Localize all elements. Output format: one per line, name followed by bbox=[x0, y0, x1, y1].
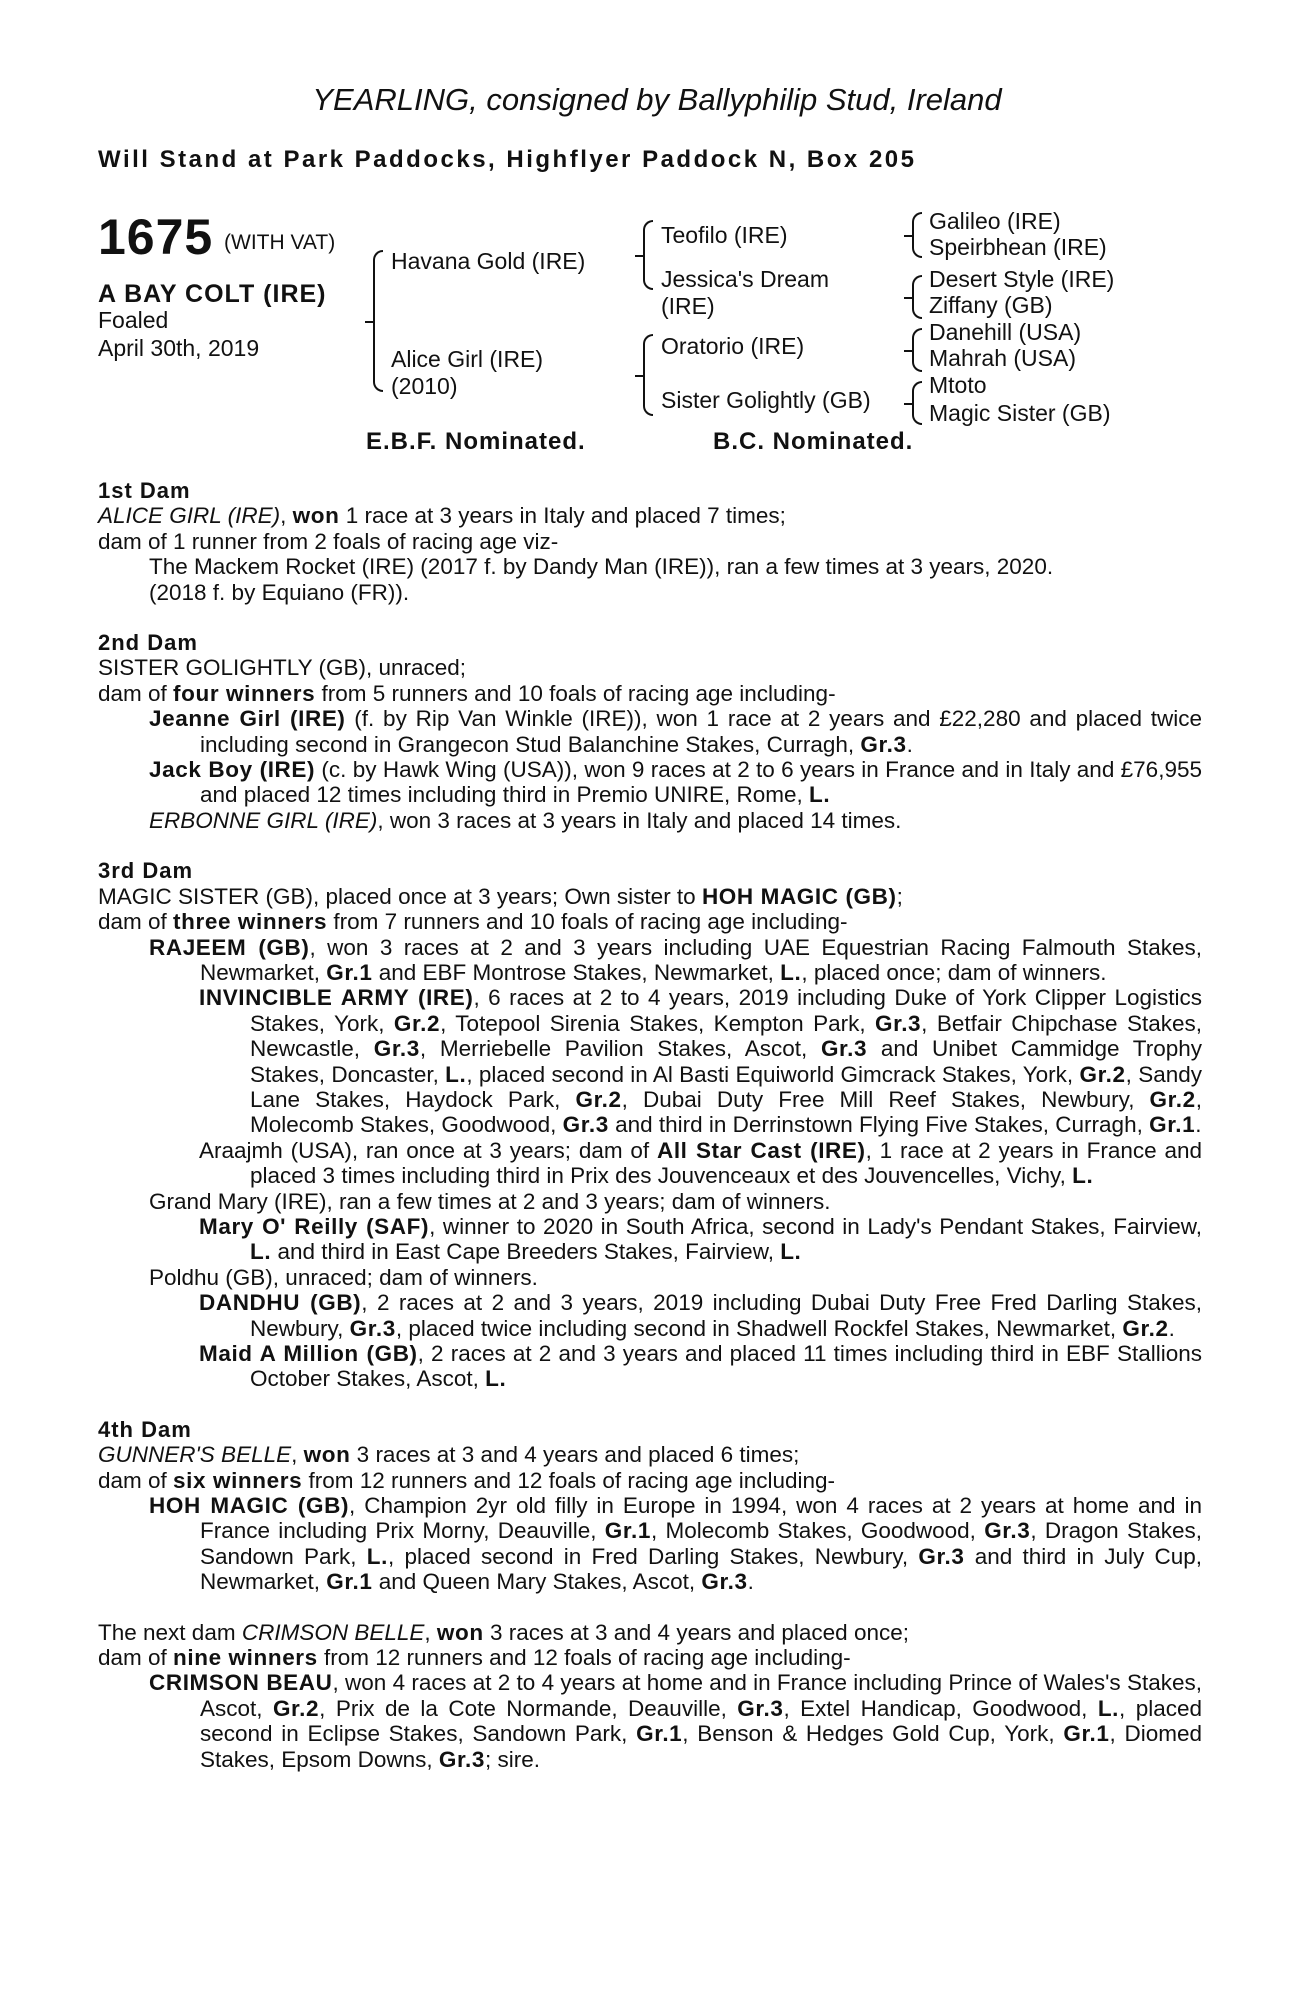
next-dam-produce: dam of nine winners from 12 runners and 12 foals of racing age including- bbox=[98, 1645, 851, 1671]
lot-number: 1675 bbox=[98, 209, 214, 265]
pedigree-brace-dam bbox=[643, 334, 653, 416]
produce-entry: CRIMSON BEAU, won 4 races at 2 to 4 years at home and in France including Prince of Wales's Stakes, Ascot, Gr.2, Prix de la Cote Normande, Deauville, Gr.3, Extel Handicap, Goodwood, L., placed second in Eclipse Stakes, Sandown Park, Gr.1, Benson & Hedges Gold Cup, York, Gr.1, Diomed Stakes, Epsom Downs, Gr.3; sire. bbox=[149, 1670, 1203, 1772]
lot-description: A BAY COLT (IRE) bbox=[98, 280, 327, 308]
produce-entry: Mary O' Reilly (SAF), winner to 2020 in South Africa, second in Lady's Pendant Stakes, Fairview, L. and third in East Cape Breeders Stakes, Fairview, L. bbox=[199, 1213, 1202, 1265]
pedigree-gg3: Desert Style (IRE) bbox=[929, 266, 1115, 292]
pedigree-brace-g2 bbox=[912, 275, 922, 319]
next-dam-summary: The next dam CRIMSON BELLE, won 3 races at 3 and 4 years and placed once; bbox=[98, 1619, 909, 1645]
second-dam-summary: SISTER GOLIGHTLY (GB), unraced; bbox=[98, 655, 467, 681]
pedigree-gg1: Galileo (IRE) bbox=[929, 208, 1061, 234]
pedigree-dam-dam: Sister Golightly (GB) bbox=[661, 387, 871, 413]
pedigree-dam bbox=[391, 346, 543, 400]
first-dam-section bbox=[98, 478, 1202, 605]
second-dam-section bbox=[98, 630, 1202, 833]
second-dam-produce: dam of four winners from 5 runners and 10 foals of racing age including- bbox=[98, 680, 836, 706]
pedigree-brace-g1 bbox=[912, 212, 922, 258]
third-dam-title: 3rd Dam bbox=[98, 858, 194, 884]
pedigree-sire: Havana Gold (IRE) bbox=[391, 248, 586, 274]
catalogue-text bbox=[98, 478, 1202, 1797]
produce-entry: Grand Mary (IRE), ran a few times at 2 and 3 years; dam of winners. bbox=[149, 1188, 831, 1214]
pedigree-gg6: Mahrah (USA) bbox=[929, 345, 1076, 371]
first-dam-title: 1st Dam bbox=[98, 478, 191, 503]
pedigree-dam-name: Alice Girl (IRE) bbox=[391, 346, 544, 372]
fourth-dam-section bbox=[98, 1417, 1202, 1595]
pedigree-gg7: Mtoto bbox=[929, 372, 987, 398]
third-dam-section bbox=[98, 858, 1202, 1392]
pedigree-brace-g3 bbox=[912, 328, 922, 372]
produce-entry: Araajmh (USA), ran once at 3 years; dam of All Star Cast (IRE), 1 race at 2 years in France and placed 3 times including third in Prix des Jouvenceaux et des Jouvencelles, Vichy, L. bbox=[199, 1137, 1203, 1189]
pedigree-brace-g4 bbox=[912, 381, 922, 425]
foaled-date: April 30th, 2019 bbox=[98, 335, 260, 361]
pedigree-dam-year: (2010) bbox=[391, 373, 458, 399]
first-dam-produce: dam of 1 runner from 2 foals of racing age viz- bbox=[98, 528, 559, 554]
third-dam-produce: dam of three winners from 7 runners and 10 foals of racing age including- bbox=[98, 909, 848, 935]
produce-entry: DANDHU (GB), 2 races at 2 and 3 years, 2019 including Dubai Duty Free Fred Darling Stakes, Newbury, Gr.3, placed twice including second in Shadwell Rockfel Stakes, Newmarket, Gr.2. bbox=[199, 1290, 1202, 1341]
pedigree-sire-dam-name: Jessica's Dream bbox=[661, 266, 829, 292]
produce-entry: ERBONNE GIRL (IRE), won 3 races at 3 years in Italy and placed 14 times. bbox=[149, 807, 902, 833]
first-dam-name: ALICE GIRL (IRE) bbox=[98, 503, 281, 529]
produce-entry: RAJEEM (GB), won 3 races at 2 and 3 years including UAE Equestrian Racing Falmouth Stakes, Newmarket, Gr.1 and EBF Montrose Stakes, Newmarket, L., placed once; dam of winners. bbox=[149, 934, 1203, 985]
ebf-nomination: E.B.F. Nominated. bbox=[366, 428, 586, 455]
pedigree-sire-dam-country: (IRE) bbox=[661, 293, 715, 319]
produce-entry: HOH MAGIC (GB), Champion 2yr old filly in Europe in 1994, won 4 races at 2 years at home and in France including Prix Morny, Deauville, Gr.1, Molecomb Stakes, Goodwood, Gr.3, Dragon Stakes, Sandown Park, L., placed second in Fred Darling Stakes, Newbury, Gr.3 and third in July Cup, Newmarket, Gr.1 and Queen Mary Stakes, Ascot, Gr.3. bbox=[149, 1493, 1203, 1595]
produce-entry: Jack Boy (IRE) (c. by Hawk Wing (USA)), won 9 races at 2 to 6 years in France and in Italy and £76,955 and placed 12 times including third in Premio UNIRE, Rome, L. bbox=[149, 757, 1202, 808]
fourth-dam-summary: GUNNER'S BELLE, won 3 races at 3 and 4 years and placed 6 times; bbox=[98, 1442, 800, 1468]
foaled-label: Foaled bbox=[98, 307, 169, 333]
pedigree-brace-main bbox=[373, 250, 383, 392]
pedigree-brace-sire bbox=[643, 220, 653, 290]
produce-entry: The Mackem Rocket (IRE) (2017 f. by Dandy Man (IRE)), ran a few times at 3 years, 2020. bbox=[149, 554, 1054, 580]
pedigree-gg2: Speirbhean (IRE) bbox=[929, 234, 1107, 260]
second-dam-title: 2nd Dam bbox=[98, 630, 198, 656]
next-dam-section bbox=[98, 1620, 1202, 1772]
produce-entry: Poldhu (GB), unraced; dam of winners. bbox=[149, 1264, 538, 1290]
fourth-dam-produce: dam of six winners from 12 runners and 12 foals of racing age including- bbox=[98, 1467, 836, 1493]
foaled-info bbox=[98, 306, 259, 362]
produce-entry: Maid A Million (GB), 2 races at 2 and 3 years and placed 11 times including third in EBF Stallions October Stakes, Ascot, L. bbox=[199, 1341, 1202, 1392]
fourth-dam-title: 4th Dam bbox=[98, 1416, 192, 1442]
produce-entry: (2018 f. by Equiano (FR)). bbox=[149, 579, 410, 605]
pedigree-gg5: Danehill (USA) bbox=[929, 319, 1082, 345]
pedigree-sire-dam bbox=[661, 266, 829, 320]
vat-note: (WITH VAT) bbox=[224, 231, 336, 254]
bc-nomination: B.C. Nominated. bbox=[713, 428, 914, 455]
location-heading: Will Stand at Park Paddocks, Highflyer Paddock N, Box 205 bbox=[98, 146, 917, 173]
pedigree-dam-sire: Oratorio (IRE) bbox=[661, 333, 805, 359]
pedigree-gg4: Ziffany (GB) bbox=[929, 292, 1053, 318]
first-dam-summary: ALICE GIRL (IRE), won 1 race at 3 years in Italy and placed 7 times; bbox=[98, 503, 786, 529]
produce-entry: Jeanne Girl (IRE) (f. by Rip Van Winkle (IRE)), won 1 race at 2 years and £22,280 and placed twice including second in Grangecon Stud Balanchine Stakes, Curragh, Gr.3. bbox=[149, 706, 1202, 757]
pedigree-sire-sire: Teofilo (IRE) bbox=[661, 222, 788, 248]
produce-entry: INVINCIBLE ARMY (IRE), 6 races at 2 to 4 years, 2019 including Duke of York Clipper Logistics Stakes, York, Gr.2, Totepool Sirenia Stakes, Kempton Park, Gr.3, Betfair Chipchase Stakes, Newcastle, Gr.3, Merriebelle Pavilion Stakes, Ascot, Gr.3 and Unibet Cammidge Trophy Stakes, Doncaster, L., placed second in Al Basti Equiworld Gimcrack Stakes, York, Gr.2, Sandy Lane Stakes, Haydock Park, Gr.2, Dubai Duty Free Mill Reef Stakes, Newbury, Gr.2, Molecomb Stakes, Goodwood, Gr.3 and third in Derrinstown Flying Five Stakes, Curragh, Gr.1. bbox=[199, 985, 1202, 1138]
third-dam-summary: MAGIC SISTER (GB), placed once at 3 years; Own sister to HOH MAGIC (GB); bbox=[98, 883, 903, 909]
won-word: won bbox=[292, 503, 340, 529]
consignment-heading: YEARLING, consigned by Ballyphilip Stud, Ireland bbox=[312, 82, 1002, 117]
pedigree-gg8: Magic Sister (GB) bbox=[929, 400, 1111, 426]
